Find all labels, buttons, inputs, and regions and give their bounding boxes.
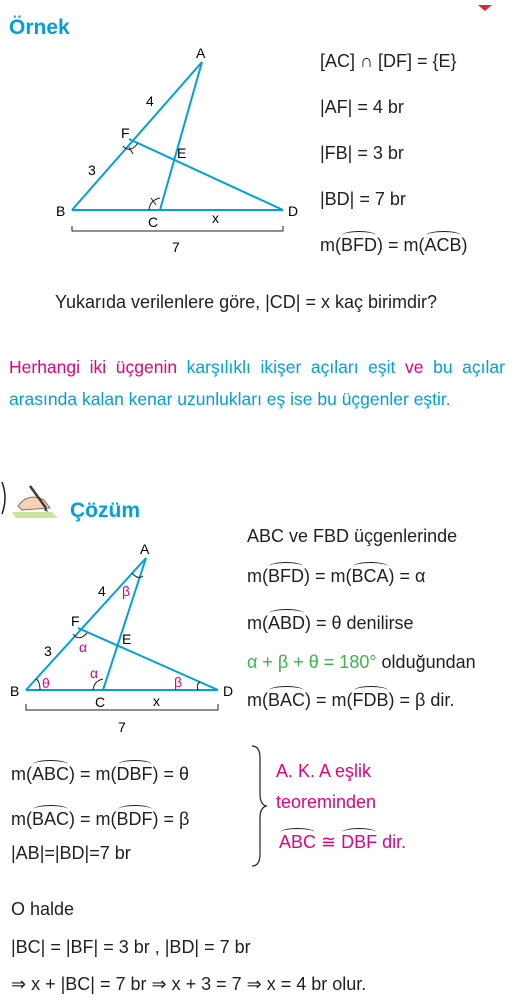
- given-1: [AC] ∩ [DF] = {E}: [320, 51, 457, 71]
- sol-label-af: 4: [98, 583, 106, 599]
- sol-right-1: ABC ve FBD üçgenlerinde: [247, 526, 458, 546]
- label-bd: 7: [172, 239, 180, 255]
- label-d: D: [288, 203, 299, 219]
- sol-label-a: A: [140, 541, 150, 557]
- label-e: E: [177, 145, 187, 161]
- conclusion-3: ⇒ x + |BC| = 7 br ⇒ x + 3 = 7 ⇒ x = 4 br olur.: [11, 974, 367, 994]
- sol-label-alpha-c: α: [90, 665, 99, 681]
- given-angle-equality: m(BFD) = m(ACB): [320, 235, 468, 255]
- example-figure: [50, 40, 310, 260]
- sol-right-5: m(BAC) = m(FDB) = β dir.: [247, 690, 455, 710]
- given-3: |FB| = 3 br: [320, 143, 404, 163]
- bd-bracket: [72, 226, 283, 231]
- sol-right-2: m(BFD) = m(BCA) = α: [247, 566, 426, 586]
- given-2: |AF| = 4 br: [320, 97, 404, 117]
- example-title: Örnek: [9, 16, 70, 39]
- sol-left-1: m(ABC) = m(DBF) = θ: [11, 764, 190, 784]
- label-cd: x: [212, 210, 219, 226]
- label-b: B: [56, 203, 66, 219]
- pencil-hand-icon: [0, 478, 62, 527]
- aside-2: teoreminden: [276, 792, 377, 812]
- sol-label-b: B: [10, 683, 20, 699]
- sol-label-e: E: [122, 631, 132, 647]
- sol-label-alpha-f: α: [79, 639, 88, 655]
- corner-mark-icon: [478, 0, 492, 18]
- sol-label-beta-d: β: [174, 674, 183, 690]
- label-f: F: [121, 125, 130, 141]
- label-c: C: [148, 214, 159, 230]
- sol-label-beta-a: β: [122, 583, 131, 599]
- sol-left-2: m(BAC) = m(BDF) = β: [11, 809, 190, 829]
- aside-1: A. K. A eşlik: [276, 761, 372, 781]
- sol-label-f: F: [71, 613, 80, 629]
- sol-label-theta-b: θ: [42, 675, 50, 691]
- solution-title: Çözüm: [70, 499, 140, 522]
- given-4: |BD| = 7 br: [320, 189, 406, 209]
- sol-label-bd: 7: [118, 719, 126, 735]
- rule-text: Herhangi iki üçgenin karşılıklı ikişer açıları eşit ve bu açılar arasında kalan kenar uzunlukları eş ise bu üçgenler eştir.: [9, 357, 505, 409]
- sol-label-fb: 3: [44, 643, 52, 659]
- sol-label-d: D: [223, 683, 234, 699]
- example-question: Yukarıda verilenlere göre, |CD| = x kaç birimdir?: [55, 292, 438, 312]
- seg-ac: [160, 62, 202, 210]
- sol-left-3: |AB|=|BD|=7 br: [11, 843, 131, 863]
- conclusion-1: O halde: [11, 899, 75, 919]
- label-fb: 3: [88, 162, 96, 178]
- label-af: 4: [146, 93, 154, 109]
- seg-ab: [72, 62, 202, 210]
- solution-figure: [6, 538, 246, 743]
- aside-3: ABC ≅ DBF dir.: [279, 832, 407, 852]
- conclusion-2: |BC| = |BF| = 3 br , |BD| = 7 br: [11, 937, 251, 957]
- sol-right-3: m(ABD) = θ denilirse: [247, 613, 414, 633]
- sol-right-4: α + β + θ = 180° olduğundan: [247, 652, 476, 672]
- brace-icon: [248, 744, 268, 868]
- sol-label-cd: x: [153, 693, 160, 709]
- angle-mark-c: [149, 198, 160, 210]
- label-a: A: [196, 45, 206, 61]
- sol-label-c: C: [95, 694, 106, 710]
